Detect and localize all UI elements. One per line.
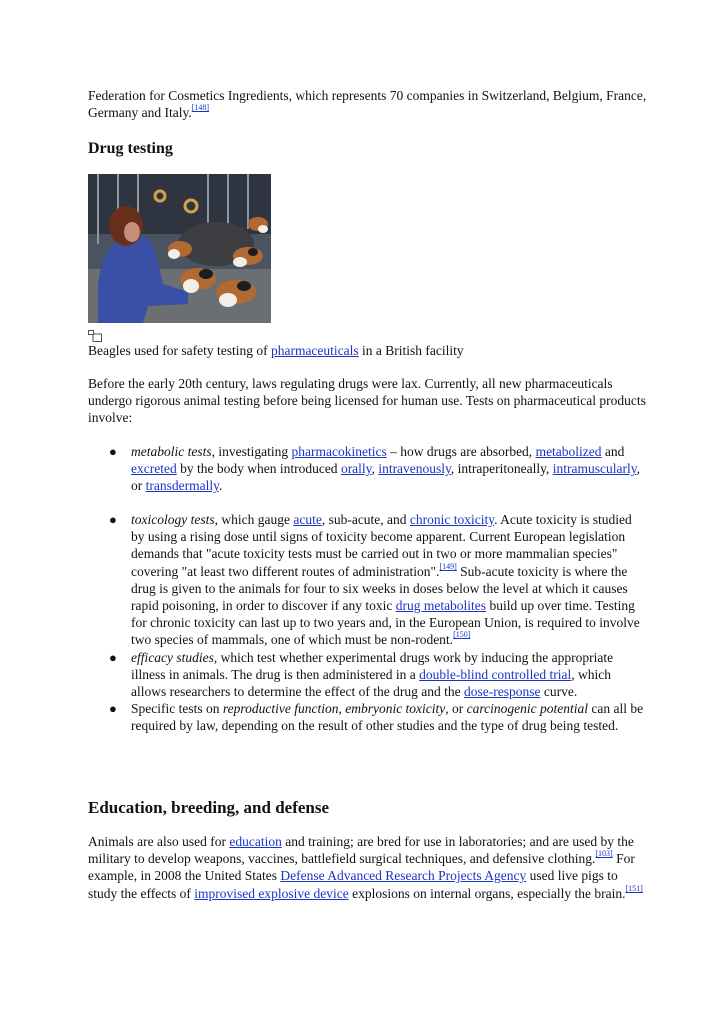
item-text: Specific tests on — [131, 701, 223, 717]
link-education[interactable]: education — [229, 834, 282, 849]
item-text: , sub-acute, and — [321, 512, 410, 527]
list-item-toxicology-tests — [88, 511, 648, 649]
item-text: , which gauge — [214, 512, 294, 527]
item-text: , investigating — [211, 444, 292, 459]
term-reproductive-function: reproductive function — [222, 701, 339, 717]
link-intravenously[interactable]: intravenously — [378, 461, 451, 477]
link-intramuscularly[interactable]: intramuscularly — [552, 461, 637, 477]
item-text: , which test whether experimental drugs work by inducing the appropriate illness in animals. The drug is then administered in a — [131, 649, 614, 682]
link-transdermally[interactable]: transdermally — [145, 478, 219, 494]
link-chronic-toxicity[interactable]: chronic toxicity — [409, 512, 495, 527]
caption-text: Beagles used for safety testing of — [88, 343, 271, 358]
section-heading-drug-testing: Drug testing — [88, 140, 173, 157]
drug-intro-paragraph: Before the early 20th century, laws regulating drugs were lax. Currently, all new pharmaceuticals undergo rigorous animal testing before being licensed for human use. Tests on pharmaceutical products involve: — [88, 376, 646, 426]
beagles-photo[interactable] — [88, 174, 271, 323]
item-text: , or — [131, 461, 640, 494]
link-metabolized[interactable]: metabolized — [535, 444, 602, 459]
ref-151[interactable]: [151] — [625, 883, 643, 893]
link-double-blind-controlled-trial[interactable]: double-blind controlled trial — [419, 666, 572, 682]
enlarge-icon[interactable] — [88, 330, 102, 342]
link-dose-response[interactable]: dose-response — [464, 684, 541, 700]
item-text: and — [601, 444, 625, 459]
para-text: used live pigs to study the effects of — [88, 868, 618, 901]
link-acute[interactable]: acute — [293, 512, 322, 527]
para-text: and training; are bred for use in laboratories; and are used by the military to develop weapons, vaccines, battlefield surgical techniques, and defensive clothing. — [88, 834, 634, 867]
ref-150[interactable]: [150] — [453, 630, 471, 640]
item-text: . — [218, 478, 223, 494]
link-excreted[interactable]: excreted — [131, 461, 177, 477]
item-text: , intraperitoneally, — [450, 461, 553, 477]
item-text: . Acute toxicity is studied by using a rising dose until signs of toxicity become apparent. Current European legislation demands that "acute toxicity tests must be carried out in two or more mammalian species" covering "at least two different routes of administration". — [131, 512, 632, 579]
term-embryonic-toxicity: embryonic toxicity — [345, 701, 446, 717]
item-text: build up over time. Testing for chronic toxicity can last up to two years and, in the European Union, is required to involve two species of mammals, one of which must be non-rodent. — [131, 598, 640, 648]
para-text: explosions on internal organs, especially the brain. — [348, 885, 626, 901]
link-drug-metabolites[interactable]: drug metabolites — [395, 598, 487, 614]
education-paragraph — [88, 833, 648, 902]
item-text: , — [371, 461, 379, 477]
term-metabolic-tests: metabolic tests — [131, 444, 212, 459]
item-text: by the body when introduced — [176, 461, 341, 477]
ref-148[interactable]: [148] — [191, 103, 210, 113]
bullet-icon: ● — [109, 649, 117, 665]
term-carcinogenic-potential: carcinogenic potential — [466, 701, 589, 717]
list-item-efficacy-studies — [88, 649, 648, 701]
image-caption — [88, 342, 648, 359]
intro-paragraph — [88, 87, 648, 121]
item-text: – how drugs are absorbed, — [386, 444, 536, 459]
para-text: Animals are also used for — [88, 834, 230, 849]
link-darpa[interactable]: Defense Advanced Research Projects Agency — [280, 868, 527, 884]
para-text: For example, in 2008 the United States — [88, 851, 635, 884]
ref-103[interactable]: [103] — [595, 849, 613, 859]
bullet-icon: ● — [109, 512, 117, 527]
term-efficacy-studies: efficacy studies — [131, 649, 214, 665]
link-improvised-explosive-device[interactable]: improvised explosive device — [194, 885, 349, 901]
intro-text: Federation for Cosmetics Ingredients, which represents 70 companies in Switzerland, Belgium, France, Germany and Italy. — [88, 88, 647, 121]
list-item-specific-tests — [88, 700, 648, 734]
item-text: , which allows researchers to determine the effect of the drug and the — [131, 666, 612, 700]
item-text: curve. — [540, 684, 578, 700]
bullet-icon: ● — [109, 701, 117, 717]
bullet-icon: ● — [109, 444, 117, 459]
item-text: , or — [445, 701, 467, 717]
link-pharmaceuticals[interactable]: pharmaceuticals — [270, 343, 359, 358]
item-text: Sub-acute toxicity is where the drug is given to the animals for four to six weeks in doses below the level at which it causes rapid poisoning, in order to discover if any toxic — [131, 563, 628, 614]
link-pharmacokinetics[interactable]: pharmacokinetics — [291, 444, 387, 459]
beagles-photo-graphic — [88, 174, 271, 323]
item-text: can all be required by law, depending on the result of other studies and the type of drug being tested. — [131, 701, 644, 734]
link-orally[interactable]: orally — [340, 461, 372, 477]
ref-149[interactable]: [149] — [439, 561, 457, 571]
list-item-metabolic-tests — [88, 443, 648, 495]
tests-list-2 — [88, 511, 648, 735]
tests-list-1 — [88, 443, 648, 495]
term-toxicology-tests: toxicology tests — [131, 512, 215, 527]
caption-text-end: in a British facility — [358, 343, 464, 358]
item-text: , — [338, 701, 346, 717]
section-heading-education: Education, breeding, and defense — [88, 798, 330, 817]
